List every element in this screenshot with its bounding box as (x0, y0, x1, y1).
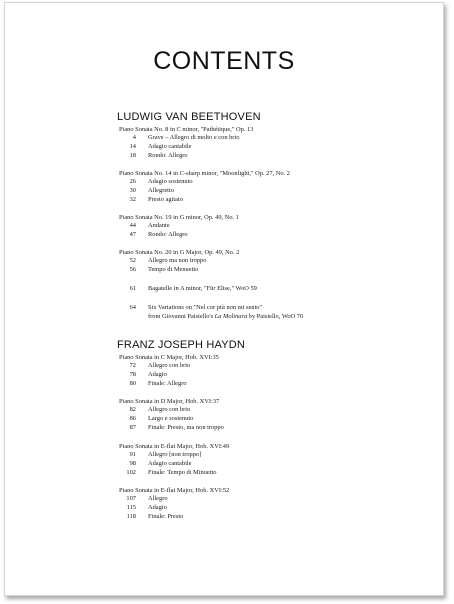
movement-name: Allegretto (148, 187, 174, 194)
movement-name: Adagio sostenuto (148, 178, 193, 185)
movement-name: Finale: Presto (148, 513, 184, 520)
single-work-row (119, 285, 257, 292)
movement-row (119, 424, 224, 431)
work-name: Bagatelle in A minor, "Für Elise," WoO 59 (148, 285, 257, 292)
movement-name: Tempo di Menuetto (148, 266, 199, 273)
movement-name: Largo e sostenuto (148, 415, 194, 422)
page-number: 18 (129, 152, 136, 159)
movement-name: Allegro con brio (148, 362, 191, 369)
movement-row (119, 231, 188, 238)
page-number: 72 (129, 362, 136, 369)
movement-name: Rondo: Allegro (148, 152, 188, 159)
page-number: 56 (129, 266, 136, 273)
work-title: Piano Sonata No. 20 in G Major, Op. 49, No. 2 (119, 249, 240, 256)
page-number: 26 (129, 178, 136, 185)
page-number: 102 (126, 469, 136, 476)
movement-row (119, 178, 193, 185)
single-work-row (119, 304, 263, 311)
movement-row (119, 196, 183, 203)
movement-row (119, 380, 187, 387)
page-number: 118 (126, 513, 136, 520)
work-name-continued (119, 313, 304, 320)
movement-row (119, 406, 191, 413)
composer-heading-beethoven: LUDWIG VAN BEETHOVEN (117, 111, 261, 123)
work-title: Piano Sonata No. 19 in G minor, Op. 49, No. 1 (119, 214, 239, 221)
page-number: 80 (129, 380, 136, 387)
movement-row (119, 495, 168, 502)
movement-name: Allegro con brio (148, 406, 191, 413)
page-number: 87 (129, 424, 136, 431)
movement-name: Grave – Allegro di molto e con brio (148, 134, 240, 141)
movement-name: Finale: Tempo di Minuetto (148, 469, 217, 476)
movement-row (119, 143, 192, 150)
page-number: 32 (129, 196, 136, 203)
page-number: 115 (126, 504, 136, 511)
movement-name: Allegro (148, 495, 168, 502)
composer-heading-haydn: FRANZ JOSEPH HAYDN (117, 339, 246, 351)
page-number: 61 (129, 285, 136, 292)
movement-name: Adagio (148, 504, 167, 511)
movement-name: Finale: Allegro (148, 380, 187, 387)
movement-name: Allegro [non troppo] (148, 451, 202, 458)
page-number: 91 (129, 451, 136, 458)
movement-name: Andante (148, 222, 170, 229)
movement-row (119, 513, 184, 520)
work-source-suffix: by Paisiello, WoO 70 (247, 313, 304, 320)
movement-row (119, 266, 199, 273)
movement-row (119, 371, 167, 378)
movement-row (119, 257, 207, 264)
page-title: CONTENTS (153, 47, 295, 75)
movement-name: Adagio (148, 371, 167, 378)
movement-row (119, 415, 194, 422)
movement-row (119, 460, 192, 467)
page-number: 30 (129, 187, 136, 194)
work-name: Six Variations on "Nel cor più non mi sento" (148, 304, 263, 311)
work-title: Piano Sonata in C Major, Hob. XVI:35 (119, 354, 219, 361)
page-number: 98 (129, 460, 136, 467)
page-number: 52 (129, 257, 136, 264)
movement-row (119, 451, 202, 458)
contents-page (4, 2, 444, 596)
page-number: 78 (129, 371, 136, 378)
movement-name: Adagio cantabile (148, 143, 192, 150)
movement-row (119, 469, 217, 476)
page-number: 14 (129, 143, 136, 150)
page-number: 82 (129, 406, 136, 413)
work-title: Piano Sonata in E-flat Major, Hob. XVI:49 (119, 443, 230, 450)
work-title: Piano Sonata in E-flat Major, Hob. XVI:52 (119, 487, 230, 494)
movement-row (119, 504, 167, 511)
page-number: 64 (129, 304, 136, 311)
page-number: 44 (129, 222, 136, 229)
work-title: Piano Sonata in D Major, Hob. XVI:37 (119, 398, 220, 405)
movement-name: Presto agitato (148, 196, 183, 203)
movement-row (119, 222, 170, 229)
movement-row (119, 152, 188, 159)
movement-name: Allegro ma non troppo (148, 257, 207, 264)
movement-row (119, 134, 240, 141)
movement-name: Finale: Presto, ma non troppo (148, 424, 224, 431)
opera-title: La Molinara (214, 313, 248, 320)
movement-row (119, 187, 174, 194)
page-number: 4 (132, 134, 136, 141)
page-number: 47 (129, 231, 136, 238)
work-title: Piano Sonata No. 14 in C-sharp minor, "Moonlight," Op. 27, No. 2 (119, 170, 290, 177)
movement-row (119, 362, 191, 369)
movement-name: Adagio cantabile (148, 460, 192, 467)
page-number: 86 (129, 415, 136, 422)
page-number: 107 (126, 495, 136, 502)
movement-name: Rondo: Allegro (148, 231, 188, 238)
work-source-text: from Giovanni Paisiello's (148, 313, 215, 320)
work-title: Piano Sonata No. 8 in C minor, "Pathétique," Op. 13 (119, 126, 254, 133)
